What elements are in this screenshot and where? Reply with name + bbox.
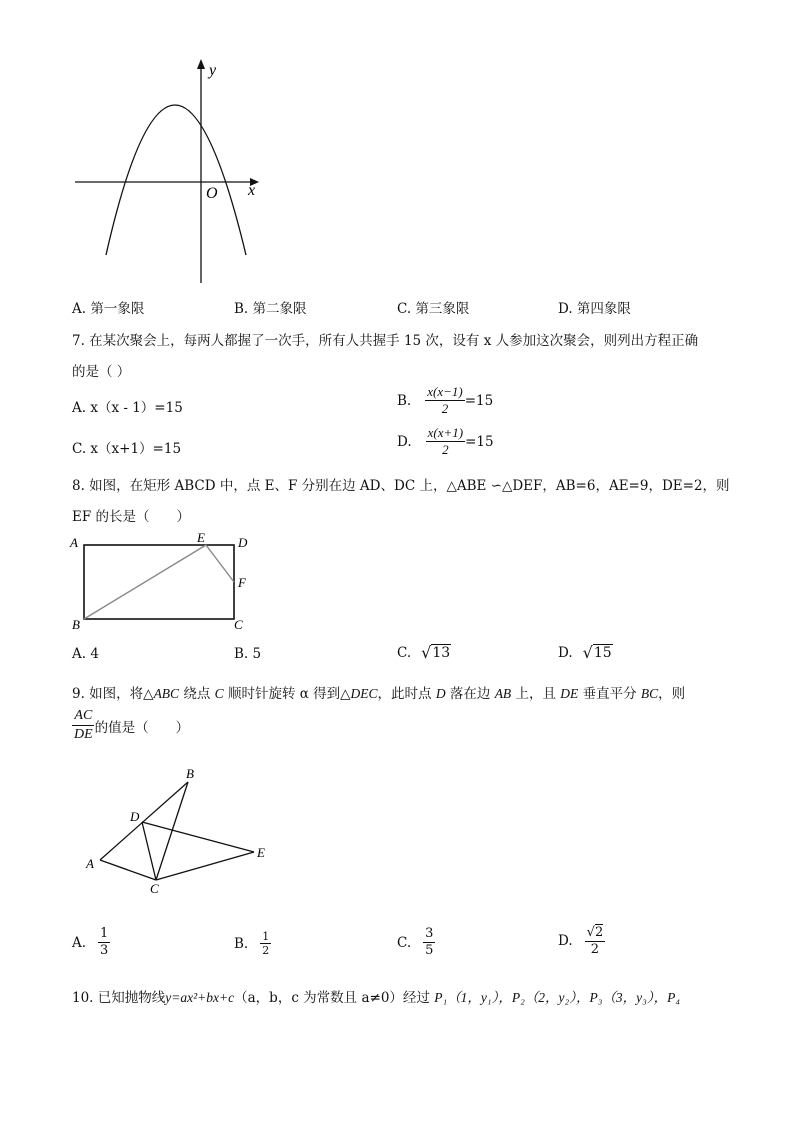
y-axis-label: y [209,62,217,79]
q9-text: C [214,686,224,701]
q6-option-b: B. 第二象限 [234,301,307,317]
q9-option-a-numerator: 1 [100,926,109,941]
label-c: C [234,617,243,632]
sqrt-sign-icon: √ [421,643,432,662]
q9-option-d [558,924,605,958]
q7-option-d-label: D. [397,433,412,450]
q9-option-d-numerator [585,924,606,942]
q7-option-b-fraction [425,384,464,417]
q8-option-d-label: D. [558,645,573,661]
q8-option-d-sqrt [583,644,613,661]
q10-formula: y=ax²+bx+c [165,990,235,1005]
q8-stem-line2: EF 的长是（ ） [72,509,191,525]
q7-stem-line1: 7. 在某次聚会上，每两人都握了一次手，所有人共握手 15 次，设有 x 人参加这次聚会，则列出方程正确 [72,333,699,349]
q10-point-p4: P₄ [667,990,681,1005]
segment-ef [206,545,234,582]
q9-ratio-denominator: DE [74,727,93,742]
label-b: B [72,617,80,632]
q10-point-p1: P₁（1，y₁）， [434,990,512,1005]
q7-option-b-label: B. [397,392,412,409]
label-a: A [70,535,78,550]
q10-mid: （a，b，c 为常数且 a≠0）经过 [234,990,435,1006]
q9-text: ，此时点 [377,686,436,702]
segment-de [142,822,254,852]
q8-option-a: A. 4 [72,646,99,662]
q9-stem-line2 [72,707,189,744]
q9-text: BC [640,686,659,701]
q7-option-d-tail: =15 [465,433,494,450]
q9-option-d-label: D. [558,933,573,949]
q9-text: ，则 [658,686,686,702]
q6-option-a: A. 第一象限 [72,301,145,317]
origin-label: O [206,185,218,202]
q7-option-c: C. x（x+1）=15 [72,441,182,457]
q7-option-b [397,384,493,417]
q9-option-d-radicand: 2 [594,925,604,940]
q7-option-b-numerator: x(x−1) [427,384,463,399]
q9-option-a [72,926,110,959]
q9-text: 上，且 [511,686,561,702]
q9-text: DEC [350,686,378,701]
q7-option-b-denominator: 2 [441,401,449,416]
q6-option-c: C. 第三象限 [397,301,470,317]
q6-option-d: D. 第四象限 [558,301,631,317]
parabola-curve [106,105,246,255]
q9-option-a-fraction [98,926,110,959]
q7-option-d-numerator: x(x+1) [427,425,464,440]
q9-option-a-label: A. [72,934,87,951]
parabola-graph [60,55,280,290]
q9-ratio-fraction [72,707,95,744]
q9-text: 绕点 [179,686,215,702]
q9-option-c-fraction [423,926,435,959]
q8-stem-line1: 8. 如图，在矩形 ABCD 中，点 E、F 分别在边 AD、DC 上，△ABE ∽△DEF，AB=6，AE=9，DE=2，则 [72,478,730,494]
q9-option-c [397,926,435,959]
q10-prefix: 10. 已知抛物线 [72,990,166,1006]
label-a: A [86,856,94,871]
q9-option-b [234,930,271,957]
segment-be [84,545,206,619]
q8-option-b: B. 5 [234,646,262,662]
q9-option-d-denominator: 2 [590,942,600,957]
q9-stem-tail: 的值是（ ） [94,719,190,736]
q9-option-b-denominator: 2 [262,944,270,957]
q9-option-b-numerator: 1 [262,930,270,943]
q7-stem-line2: 的是（ ） [72,364,131,380]
q7-option-d [397,425,494,458]
q9-option-c-denominator: 5 [425,943,434,958]
label-d: D [238,535,248,550]
q9-text: AB [494,686,512,701]
sqrt-sign-icon: √ [586,925,595,940]
q9-text: DE [560,686,579,701]
q9-option-b-fraction [260,930,271,957]
label-e: E [257,845,265,860]
q8-option-c-radicand: 13 [432,645,451,661]
q7-option-d-denominator: 2 [442,442,449,457]
q9-option-b-label: B. [234,935,249,952]
sqrt-sign-icon: √ [582,643,593,662]
q9-text: 落在边 [445,686,495,702]
q7-option-a: A. x（x - 1）=15 [72,400,183,416]
label-f: F [238,575,246,590]
q9-ratio-numerator: AC [72,707,94,726]
label-e: E [197,530,205,545]
x-axis-label: x [248,182,256,199]
q9-option-d-fraction [585,924,606,958]
q8-option-d [558,644,613,661]
q9-text: 9. 如图，将△ [72,686,154,702]
q9-text: 垂直平分 [578,686,641,702]
q9-option-c-numerator: 3 [425,926,434,941]
q9-text: 顺时针旋转 α 得到△ [223,686,351,702]
q10-point-p3: P₃（3，y₃）， [589,990,668,1005]
q7-option-b-tail: =15 [464,392,494,409]
rectangle-abcd [84,545,234,619]
q8-option-c [397,644,451,661]
q8-option-c-label: C. [397,645,412,661]
q8-option-d-radicand: 15 [593,645,612,661]
q10-point-p2: P₂（2，y₂）， [511,990,590,1005]
q8-option-c-sqrt [421,644,451,661]
q9-option-c-label: C. [397,934,412,951]
q9-text: D [435,686,446,701]
q9-text: ABC [153,686,180,701]
q9-option-a-denominator: 3 [100,943,109,958]
segment-dc [142,822,156,880]
triangle-figure [80,762,280,897]
q7-option-d-fraction [426,425,465,458]
label-b: B [186,766,194,781]
label-d: D [130,809,140,824]
q10-stem-line1 [72,986,680,1006]
y-axis-arrow [197,59,205,69]
q9-stem-line1 [72,682,685,702]
segment-ce [156,852,254,880]
segment-ac [100,860,156,880]
rectangle-figure [66,530,266,635]
label-c: C [150,881,159,896]
